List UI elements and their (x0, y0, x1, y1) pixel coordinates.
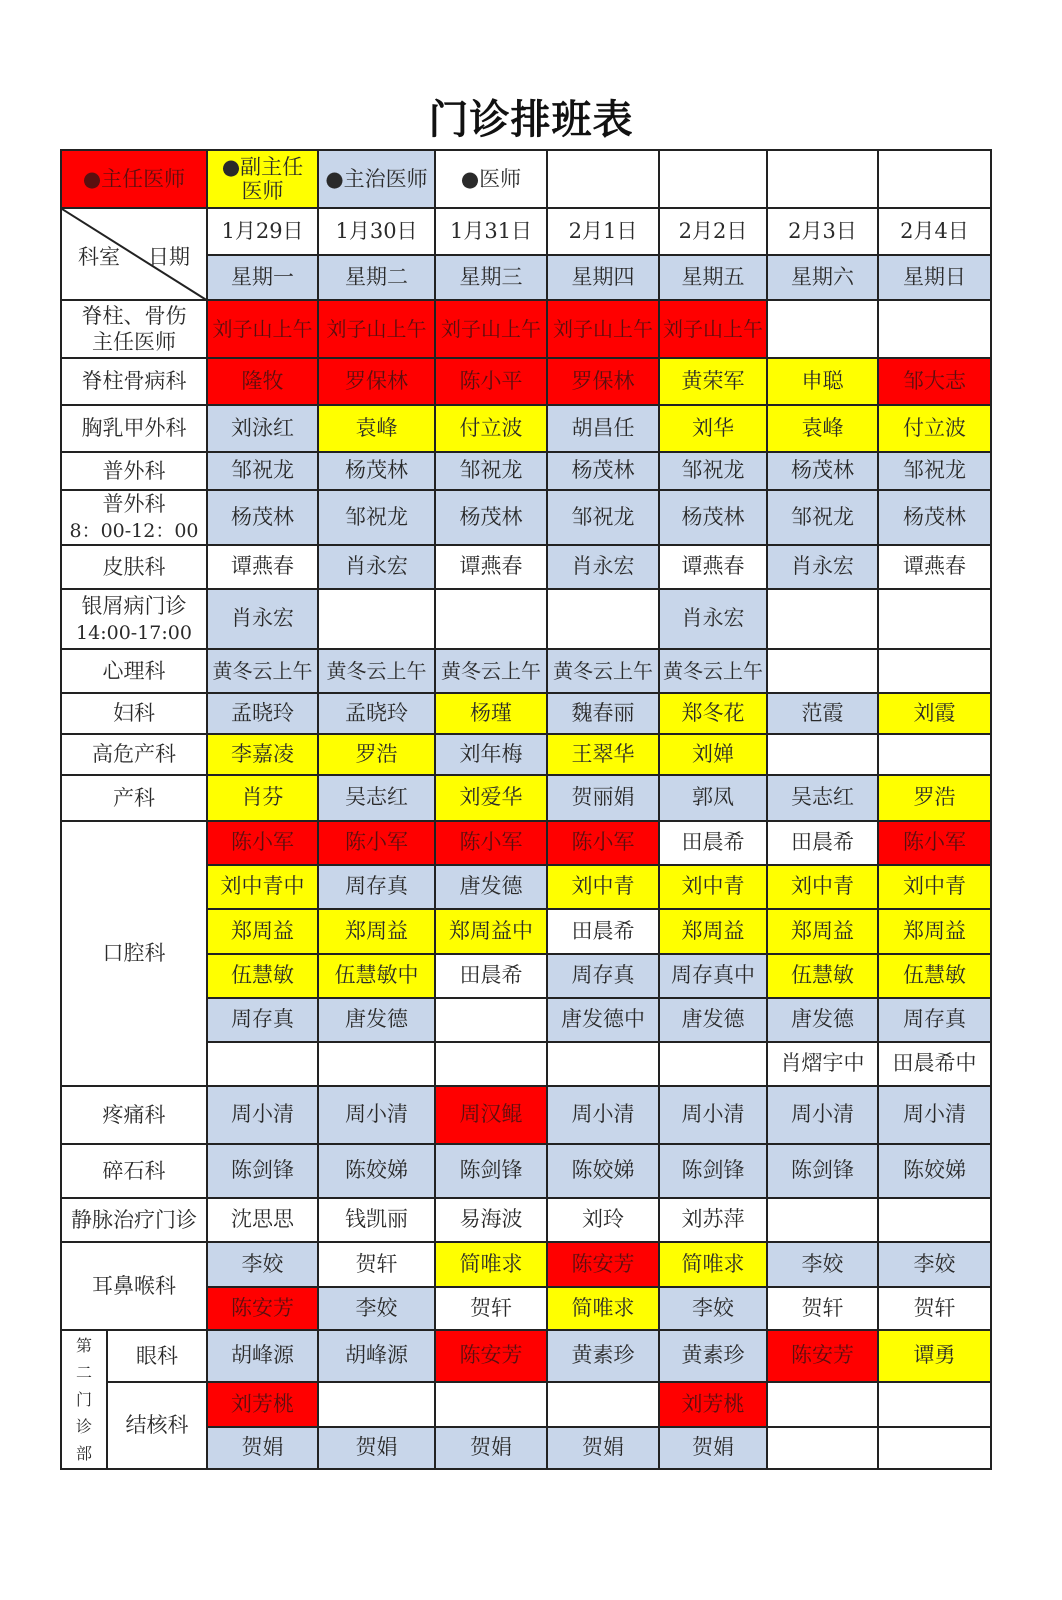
shift-cell: 唐发德 (767, 998, 878, 1042)
shift-cell: 刘子山上午 (318, 300, 435, 358)
shift-cell: 黄冬云上午 (318, 649, 435, 693)
shift-cell: 刘子山上午 (547, 300, 659, 358)
dept-spine: 脊柱骨病科 (61, 358, 207, 405)
shift-cell: 陈小军 (318, 821, 435, 865)
shift-cell: 杨茂林 (435, 490, 547, 545)
shift-cell: 田晨希 (767, 821, 878, 865)
date-cell: 1月30日 (318, 208, 435, 255)
shift-cell: 田晨希 (547, 909, 659, 954)
shift-cell: 李嘉凌 (207, 734, 318, 775)
shift-cell: 易海波 (435, 1198, 547, 1242)
shift-cell: 杨茂林 (547, 452, 659, 490)
weekday-cell: 星期三 (435, 255, 547, 300)
shift-cell: 刘子山上午 (435, 300, 547, 358)
shift-cell: 郑周益中 (435, 909, 547, 954)
page-title: 门诊排班表 (428, 97, 634, 143)
shift-cell: 邹祝龙 (207, 452, 318, 490)
shift-cell: 陈安芳 (435, 1330, 547, 1382)
shift-cell: 伍慧敏 (207, 954, 318, 998)
shift-cell: 沈思思 (207, 1198, 318, 1242)
shift-cell: 李姣 (207, 1242, 318, 1287)
shift-cell: 黄荣军 (659, 358, 767, 405)
shift-cell: 周小清 (659, 1086, 767, 1144)
shift-cell: 陈安芳 (547, 1242, 659, 1287)
dept-spine-chief: 脊柱、骨伤 主任医师 (61, 300, 207, 358)
shift-cell: 陈剑锋 (767, 1144, 878, 1198)
shift-cell: 陈姣娣 (318, 1144, 435, 1198)
corner-date-label: 日期 (148, 245, 190, 269)
shift-cell: 周汉鲲 (435, 1086, 547, 1144)
shift-cell: 李姣 (659, 1287, 767, 1330)
shift-cell: 黄冬云上午 (659, 649, 767, 693)
shift-cell: 肖芬 (207, 775, 318, 821)
shift-cell: 贺娟 (435, 1427, 547, 1469)
shift-cell: 刘霞 (878, 693, 991, 734)
shift-cell: 谭燕春 (659, 545, 767, 589)
shift-cell: 黄素珍 (547, 1330, 659, 1382)
shift-cell: 王翠华 (547, 734, 659, 775)
shift-cell: 田晨希 (435, 954, 547, 998)
date-cell: 2月2日 (659, 208, 767, 255)
shift-cell: 周存真 (547, 954, 659, 998)
shift-cell: 袁峰 (318, 405, 435, 452)
shift-cell: 陈小军 (878, 821, 991, 865)
date-cell: 2月1日 (547, 208, 659, 255)
branch-label: 第二门诊部 (61, 1330, 107, 1469)
shift-cell: 杨茂林 (318, 452, 435, 490)
shift-cell: 肖永宏 (767, 545, 878, 589)
shift-cell: 肖熠宇中 (767, 1042, 878, 1086)
dept-derm: 皮肤科 (61, 545, 207, 589)
shift-cell: 胡昌任 (547, 405, 659, 452)
shift-cell: 刘婵 (659, 734, 767, 775)
shift-cell: 刘子山上午 (207, 300, 318, 358)
shift-cell: 申聪 (767, 358, 878, 405)
shift-cell: 刘华 (659, 405, 767, 452)
shift-cell: 邹祝龙 (878, 452, 991, 490)
shift-cell: 刘爱华 (435, 775, 547, 821)
shift-cell: 刘泳红 (207, 405, 318, 452)
date-cell: 2月3日 (767, 208, 878, 255)
shift-cell: 唐发德 (659, 998, 767, 1042)
shift-cell: 罗浩 (878, 775, 991, 821)
shift-cell: 胡峰源 (207, 1330, 318, 1382)
shift-cell: 罗浩 (318, 734, 435, 775)
date-cell: 2月4日 (878, 208, 991, 255)
shift-cell: 贺轩 (435, 1287, 547, 1330)
weekday-cell: 星期六 (767, 255, 878, 300)
shift-cell: 黄冬云上午 (547, 649, 659, 693)
dept-psych: 心理科 (61, 649, 207, 693)
shift-cell: 陈小军 (207, 821, 318, 865)
shift-cell: 邹大志 (878, 358, 991, 405)
shift-cell: 周存真 (207, 998, 318, 1042)
shift-cell: 刘中青中 (207, 865, 318, 909)
legend-associate: ●副主任 医师 (207, 150, 318, 208)
shift-cell: 肖永宏 (207, 589, 318, 649)
shift-cell: 刘芳桃 (207, 1382, 318, 1427)
shift-cell: 杨茂林 (659, 490, 767, 545)
weekday-cell: 星期日 (878, 255, 991, 300)
shift-cell: 刘年梅 (435, 734, 547, 775)
shift-cell: 陈剑锋 (207, 1144, 318, 1198)
shift-cell: 唐发德 (318, 998, 435, 1042)
shift-cell: 田晨希 (659, 821, 767, 865)
shift-cell: 唐发德中 (547, 998, 659, 1042)
shift-cell: 吴志红 (767, 775, 878, 821)
shift-cell: 付立波 (878, 405, 991, 452)
shift-cell: 郑周益 (659, 909, 767, 954)
shift-cell: 谭燕春 (878, 545, 991, 589)
shift-cell: 胡峰源 (318, 1330, 435, 1382)
shift-cell: 罗保林 (547, 358, 659, 405)
dept-iv: 静脉治疗门诊 (61, 1198, 207, 1242)
shift-cell: 陈小军 (547, 821, 659, 865)
shift-cell: 隆牧 (207, 358, 318, 405)
shift-cell: 范霞 (767, 693, 878, 734)
shift-cell: 陈剑锋 (659, 1144, 767, 1198)
legend-chief: ●主任医师 (61, 150, 207, 208)
shift-cell: 伍慧敏 (878, 954, 991, 998)
shift-cell: 黄冬云上午 (207, 649, 318, 693)
shift-cell: 杨瑾 (435, 693, 547, 734)
shift-cell: 周小清 (207, 1086, 318, 1144)
legend-attending: ●主治医师 (318, 150, 435, 208)
shift-cell: 贺娟 (318, 1427, 435, 1469)
schedule-table (60, 149, 992, 1470)
shift-cell: 钱凯丽 (318, 1198, 435, 1242)
shift-cell: 肖永宏 (659, 589, 767, 649)
shift-cell: 郑冬花 (659, 693, 767, 734)
shift-cell: 田晨希中 (878, 1042, 991, 1086)
dept-eye: 眼科 (107, 1330, 207, 1382)
weekday-cell: 星期一 (207, 255, 318, 300)
shift-cell: 杨茂林 (207, 490, 318, 545)
shift-cell: 邹祝龙 (435, 452, 547, 490)
shift-cell: 贺丽娟 (547, 775, 659, 821)
shift-cell: 简唯求 (659, 1242, 767, 1287)
shift-cell: 孟晓玲 (318, 693, 435, 734)
shift-cell: 刘苏萍 (659, 1198, 767, 1242)
shift-cell: 吴志红 (318, 775, 435, 821)
shift-cell: 付立波 (435, 405, 547, 452)
shift-cell: 贺轩 (318, 1242, 435, 1287)
dept-gyn: 妇科 (61, 693, 207, 734)
shift-cell: 简唯求 (435, 1242, 547, 1287)
shift-cell: 陈小军 (435, 821, 547, 865)
shift-cell: 魏春丽 (547, 693, 659, 734)
shift-cell: 肖永宏 (547, 545, 659, 589)
shift-cell: 周存真 (318, 865, 435, 909)
shift-cell: 刘中青 (547, 865, 659, 909)
shift-cell: 周小清 (318, 1086, 435, 1144)
dept-general: 普外科 (61, 452, 207, 490)
shift-cell: 周小清 (767, 1086, 878, 1144)
dept-highrisk: 高危产科 (61, 734, 207, 775)
shift-cell: 谭勇 (878, 1330, 991, 1382)
shift-cell: 贺娟 (207, 1427, 318, 1469)
shift-cell: 谭燕春 (207, 545, 318, 589)
shift-cell: 伍慧敏中 (318, 954, 435, 998)
weekday-cell: 星期四 (547, 255, 659, 300)
shift-cell: 陈姣娣 (878, 1144, 991, 1198)
dept-tb: 结核科 (107, 1382, 207, 1469)
shift-cell: 杨茂林 (878, 490, 991, 545)
shift-cell: 郑周益 (207, 909, 318, 954)
shift-cell: 袁峰 (767, 405, 878, 452)
shift-cell: 伍慧敏 (767, 954, 878, 998)
date-cell: 1月29日 (207, 208, 318, 255)
shift-cell: 邹祝龙 (767, 490, 878, 545)
shift-cell: 孟晓玲 (207, 693, 318, 734)
shift-cell: 简唯求 (547, 1287, 659, 1330)
shift-cell: 陈姣娣 (547, 1144, 659, 1198)
shift-cell: 李姣 (878, 1242, 991, 1287)
shift-cell: 邹祝龙 (318, 490, 435, 545)
shift-cell: 邹祝龙 (547, 490, 659, 545)
shift-cell: 罗保林 (318, 358, 435, 405)
shift-cell: 陈剑锋 (435, 1144, 547, 1198)
shift-cell: 刘中青 (878, 865, 991, 909)
shift-cell: 刘玲 (547, 1198, 659, 1242)
shift-cell: 陈小平 (435, 358, 547, 405)
shift-cell: 贺娟 (659, 1427, 767, 1469)
date-cell: 1月31日 (435, 208, 547, 255)
shift-cell: 郭凤 (659, 775, 767, 821)
shift-cell: 黄冬云上午 (435, 649, 547, 693)
shift-cell: 郑周益 (878, 909, 991, 954)
dept-psoriasis: 银屑病门诊 14:00-17:00 (61, 589, 207, 649)
shift-cell: 贺轩 (767, 1287, 878, 1330)
dept-dental: 口腔科 (61, 821, 207, 1086)
corner-dept-label: 科室 (78, 245, 120, 269)
shift-cell: 陈安芳 (767, 1330, 878, 1382)
shift-cell: 刘子山上午 (659, 300, 767, 358)
shift-cell: 刘芳桃 (659, 1382, 767, 1427)
dept-general-morning: 普外科 8：00-12：00 (61, 490, 207, 545)
shift-cell: 刘中青 (659, 865, 767, 909)
shift-cell: 郑周益 (767, 909, 878, 954)
shift-cell: 李姣 (318, 1287, 435, 1330)
dept-lith: 碎石科 (61, 1144, 207, 1198)
shift-cell: 周小清 (547, 1086, 659, 1144)
corner-header (61, 208, 207, 300)
shift-cell: 周存真 (878, 998, 991, 1042)
shift-cell: 郑周益 (318, 909, 435, 954)
shift-cell: 邹祝龙 (659, 452, 767, 490)
shift-cell: 李姣 (767, 1242, 878, 1287)
shift-cell: 陈安芳 (207, 1287, 318, 1330)
shift-cell: 黄素珍 (659, 1330, 767, 1382)
weekday-cell: 星期二 (318, 255, 435, 300)
dept-obst: 产科 (61, 775, 207, 821)
shift-cell: 刘中青 (767, 865, 878, 909)
shift-cell: 杨茂林 (767, 452, 878, 490)
shift-cell: 贺轩 (878, 1287, 991, 1330)
dept-ent: 耳鼻喉科 (61, 1242, 207, 1330)
shift-cell: 唐发德 (435, 865, 547, 909)
shift-cell: 肖永宏 (318, 545, 435, 589)
shift-cell: 周小清 (878, 1086, 991, 1144)
shift-cell: 贺娟 (547, 1427, 659, 1469)
shift-cell: 周存真中 (659, 954, 767, 998)
weekday-cell: 星期五 (659, 255, 767, 300)
shift-cell: 谭燕春 (435, 545, 547, 589)
dept-breast: 胸乳甲外科 (61, 405, 207, 452)
dept-pain: 疼痛科 (61, 1086, 207, 1144)
legend-doctor: ●医师 (435, 150, 547, 208)
